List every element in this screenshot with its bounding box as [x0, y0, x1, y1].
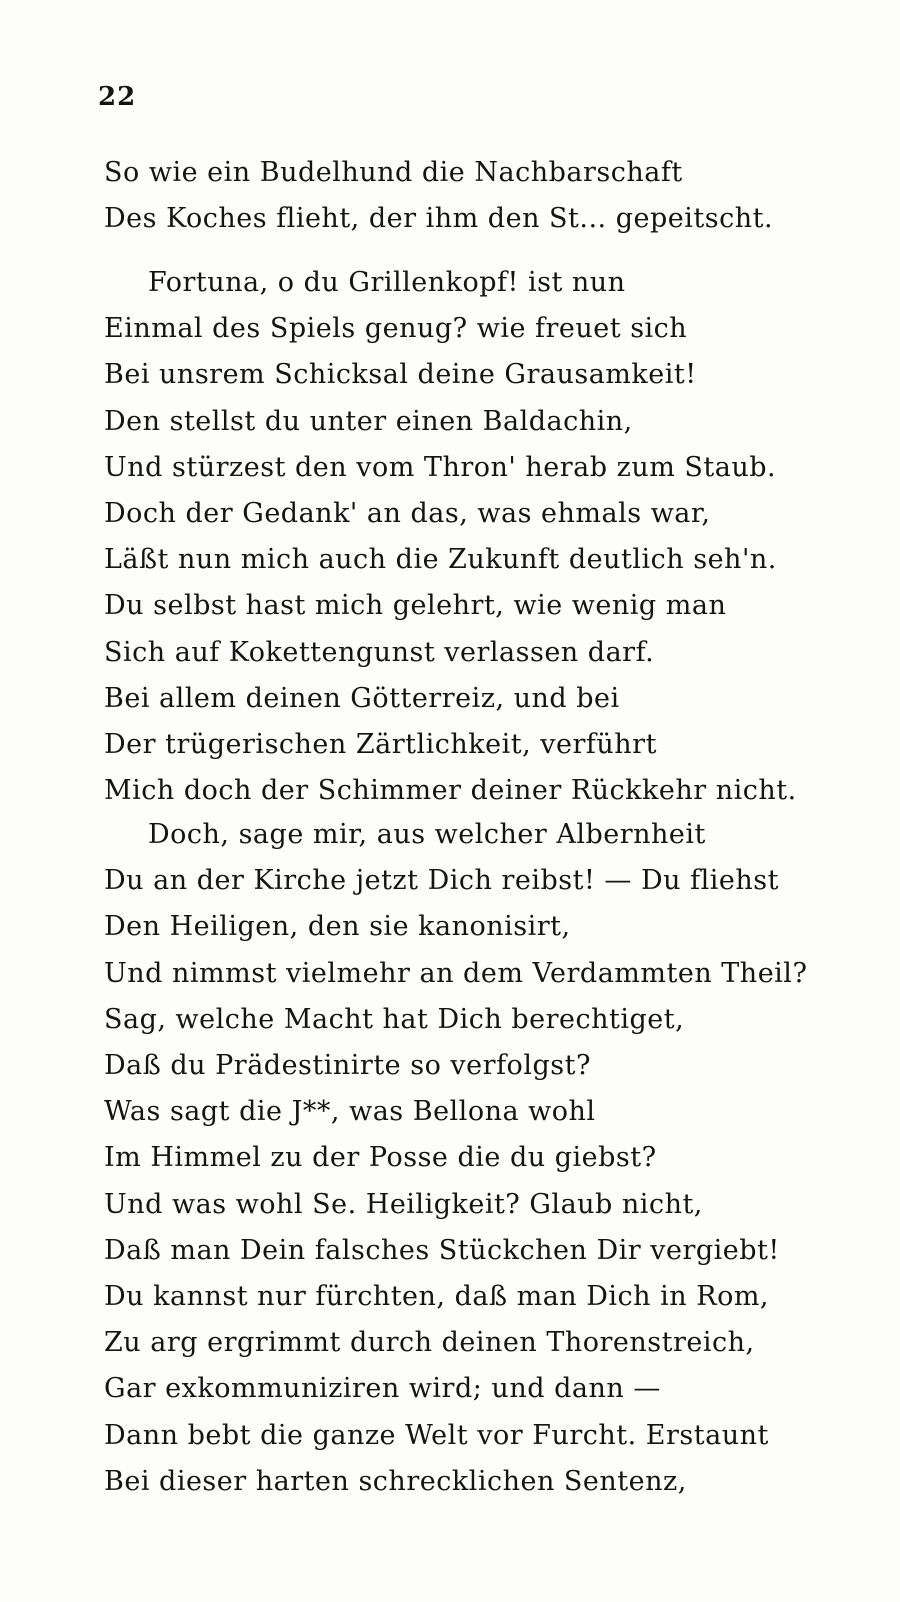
- verse-line: Bei dieser harten schrecklichen Sentenz,: [104, 1465, 687, 1497]
- verse-line: Du an der Kirche jetzt Dich reibst! — Du fliehst: [104, 865, 779, 897]
- verse-line: Mich doch der Schimmer deiner Rückkehr nicht.: [104, 775, 797, 807]
- verse-line: Bei allem deinen Götterreiz, und bei: [104, 682, 620, 714]
- stanza-2: [104, 260, 804, 814]
- verse-line: Dann bebt die ganze Welt vor Furcht. Erstaunt: [104, 1419, 769, 1451]
- verse-line: Und stürzest den vom Thron' herab zum Staub.: [104, 451, 777, 483]
- verse-line: Gar exkommuniziren wird; und dann —: [104, 1373, 661, 1405]
- verse-line: Du selbst hast mich gelehrt, wie wenig man: [104, 590, 727, 622]
- verse-line: Und nimmst vielmehr an dem Verdammten Theil?: [104, 957, 808, 989]
- verse-line: Daß man Dein falsches Stückchen Dir vergiebt!: [104, 1234, 780, 1266]
- verse-line: So wie ein Budelhund die Nachbarschaft: [104, 157, 683, 188]
- verse-line: Und was wohl Se. Heiligkeit? Glaub nicht,: [104, 1188, 703, 1220]
- verse-line: Doch der Gedank' an das, was ehmals war,: [104, 498, 711, 530]
- verse-line: Läßt nun mich auch die Zukunft deutlich seh'n.: [104, 544, 777, 576]
- stanza-3: [104, 812, 808, 1505]
- verse-line: Den Heiligen, den sie kanonisirt,: [104, 911, 571, 943]
- verse-line: Daß du Prädestinirte so verfolgst?: [104, 1050, 591, 1082]
- verse-line: Bei unsrem Schicksal deine Grausamkeit!: [104, 359, 697, 391]
- verse-line: Einmal des Spiels genug? wie freuet sich: [104, 313, 688, 345]
- verse-line: Den stellst du unter einen Baldachin,: [104, 405, 633, 437]
- verse-line: Fortuna, o du Grillenkopf! ist nun: [148, 267, 626, 298]
- verse-line: Du kannst nur fürchten, daß man Dich in Rom,: [104, 1281, 770, 1313]
- verse-line: Was sagt die J**, was Bellona wohl: [104, 1096, 596, 1128]
- verse-line: Doch, sage mir, aus welcher Albernheit: [148, 819, 706, 850]
- page-number: 22: [98, 82, 137, 112]
- verse-line: Zu arg ergrimmt durch deinen Thorenstreich,: [104, 1327, 755, 1359]
- verse-line: Sag, welche Macht hat Dich berechtiget,: [104, 1003, 685, 1035]
- verse-line: Im Himmel zu der Posse die du giebst?: [104, 1142, 657, 1174]
- stanza-1: [104, 150, 804, 242]
- verse-line: Der trügerischen Zärtlichkeit, verführt: [104, 729, 657, 761]
- verse-line: Sich auf Kokettengunst verlassen darf.: [104, 636, 655, 668]
- verse-line: Des Koches flieht, der ihm den St... gepeitscht.: [104, 203, 774, 235]
